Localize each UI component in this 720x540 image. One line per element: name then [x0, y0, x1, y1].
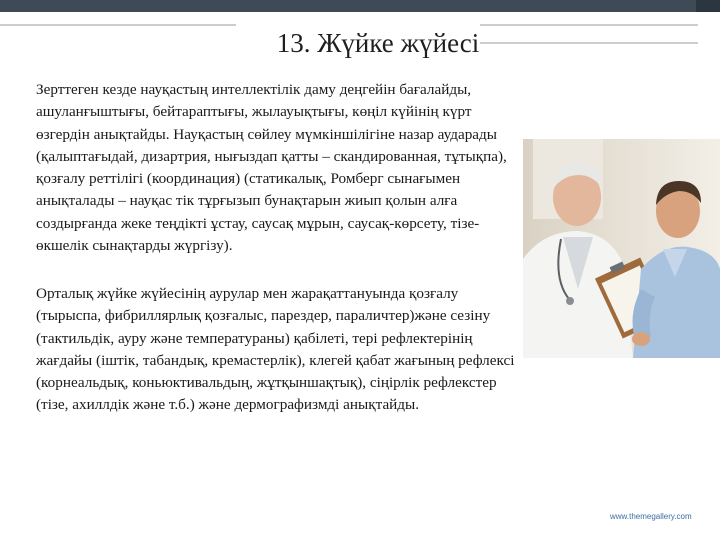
footer-link[interactable]: www.themegallery.com	[610, 512, 692, 521]
top-bar	[0, 0, 720, 12]
body-paragraph-1: Зерттеген кезде науқастың интеллектілік даму деңгейін бағалайды, ашуланғыштығы, бейтараптығы, жылауықтығы, көңіл күйінің күрт өзгердін анықтайды. Науқастың сөйлеу мүмкіншілігіне назар аударады (қалыптағыдай, дизартрия, нығыздап қатты – скандированная, тұтықпа), қозғалу реттілігі (координация) (статикалық, Ромберг сынағымен анықталады – науқас тік тұрғызып бунақтарын жиып қолын алға создырғанда жеке теңдікті ұстау, саусақ мұрын, саусақ-көрсету, тізе-өкшелік сынақтарды жүргізу).	[36, 81, 507, 255]
top-bar-corner	[696, 0, 720, 12]
slide-title: 13. Жүйке жүйесі	[276, 28, 480, 58]
title-rule-left	[0, 24, 236, 26]
body-paragraph-2: Орталық жүйке жүйесінің аурулар мен жарақаттануында қозғалу (тырыспа, фибриллярлық қозғалыс, парездер, параличтер)және сезіну (тактильдік, ауру және температураны) қабілеті, тері рефлектерінің жағдайы (іштік, табандық, кремастерлік), клегей қабат жағының рефлексі (корнеальдық, коньюктивальдың, жұтқыншақтық), сіңірлік рефлекстер (тізе, ахиллдік және т.б.) және дермографизмді анықтайды.	[36, 285, 515, 414]
doctor-patient-photo	[523, 139, 720, 358]
